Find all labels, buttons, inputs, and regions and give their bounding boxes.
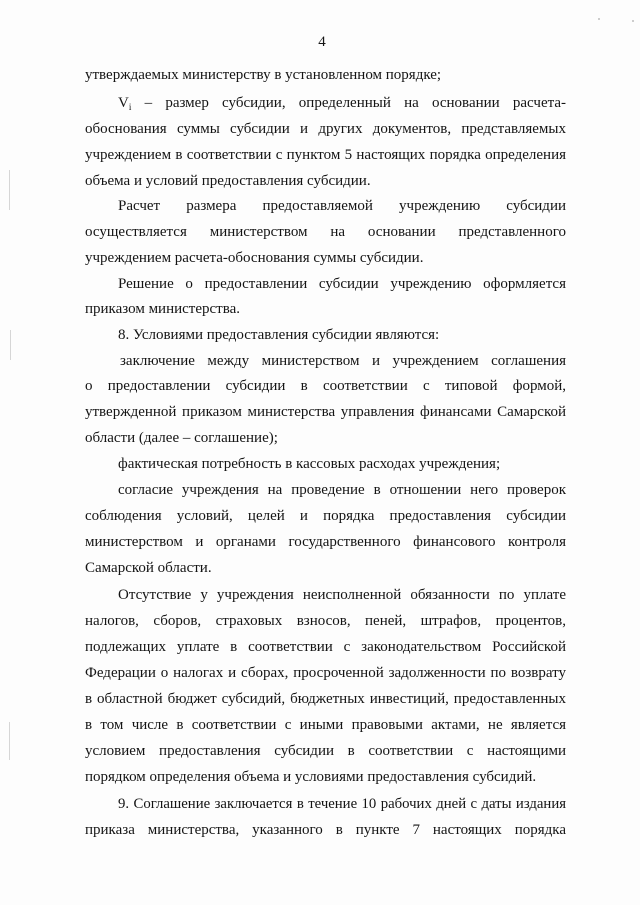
section-heading: 9. Соглашение заключается в течение 10 рабочих дней с даты издания <box>118 796 566 812</box>
text-line: Отсутствие у учреждения неисполненной обязанности по уплате <box>118 587 566 603</box>
text-line: заключение между министерством и учреждением соглашения <box>120 353 566 369</box>
text-line: осуществляется министерством на основании представленного <box>85 224 566 240</box>
text-line: учреждением в соответствии с пунктом 5 настоящих порядка определения <box>85 147 566 163</box>
text-line: области (далее – соглашение); <box>85 430 278 446</box>
text-line: соблюдения условий, целей и порядка предоставления субсидии <box>85 508 566 524</box>
text-line: Расчет размера предоставляемой учреждению субсидии <box>118 198 566 214</box>
text-line: Самарской области. <box>85 560 212 576</box>
text-line: министерством и органами государственного финансового контроля <box>85 534 566 550</box>
scan-artifact <box>10 330 11 360</box>
text-line: в областной бюджет субсидий, бюджетных инвестиций, предоставленных <box>85 691 566 707</box>
text-line: фактическая потребность в кассовых расходах учреждения; <box>118 456 501 472</box>
text-line: приказом министерства. <box>85 301 241 317</box>
definition-text: – размер субсидии, определенный на основании расчета- <box>144 95 567 111</box>
variable-subscript: i <box>128 102 132 112</box>
text-line: учреждением расчета-обоснования суммы субсидии. <box>85 250 424 266</box>
section-heading: 8. Условиями предоставления субсидии являются: <box>118 327 440 343</box>
text-line: в том числе в соответствии с иными правовыми актами, не является <box>85 717 566 733</box>
text-line: объема и условий предоставления субсидии. <box>85 173 371 189</box>
formula-definition-line <box>118 93 566 113</box>
scan-artifact <box>9 170 10 210</box>
text-line: порядком определения объема и условиями предоставления субсидий. <box>85 769 537 785</box>
text-line: о предоставлении субсидии в соответствии с типовой формой, <box>85 378 566 394</box>
scan-artifact <box>9 722 10 760</box>
text-line: согласие учреждения на проведение в отношении него проверок <box>118 482 566 498</box>
scan-artifact <box>632 20 634 22</box>
text-line: утверждаемых министерству в установленном порядке; <box>85 67 442 83</box>
text-line: Решение о предоставлении субсидии учреждению оформляется <box>118 276 566 292</box>
scan-artifact <box>598 18 600 20</box>
text-line: обоснования суммы субсидии и других документов, представляемых <box>85 121 566 137</box>
text-line: налогов, сборов, страховых взносов, пеней, штрафов, процентов, <box>85 613 566 629</box>
text-line: подлежащих уплате в соответствии с законодательством Российской <box>85 639 566 655</box>
text-line: Федерации о налогах и сборах, просроченной задолженности по возврату <box>85 665 566 681</box>
text-line: утвержденной приказом министерства управления финансами Самарской <box>85 404 566 420</box>
text-line: условием предоставления субсидии в соответствии с настоящими <box>85 743 566 759</box>
text-line: приказа министерства, указанного в пункте 7 настоящих порядка <box>85 822 566 838</box>
variable-symbol: V <box>118 95 129 111</box>
page-number: 4 <box>318 34 326 50</box>
